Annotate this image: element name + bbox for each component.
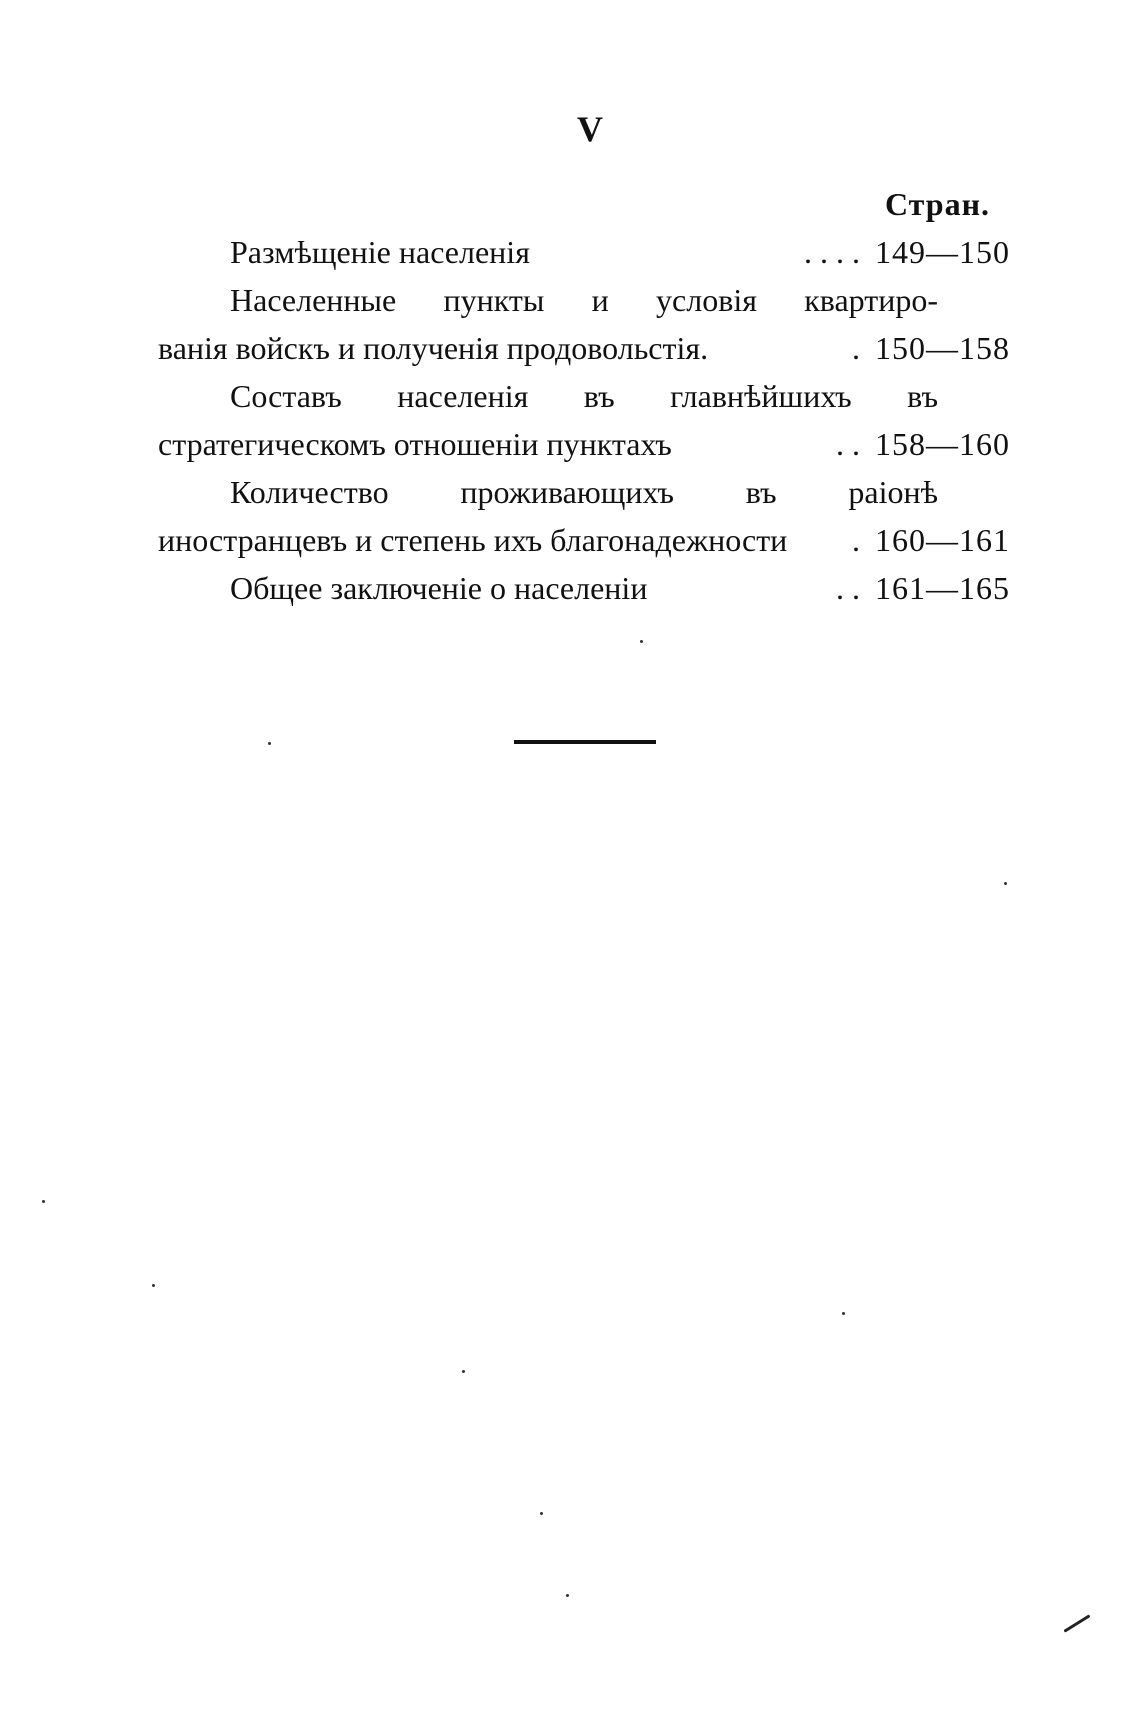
- scan-speck: [152, 1284, 155, 1287]
- toc-entry-title: Количество проживающихъ въ раіонѣ: [230, 474, 938, 510]
- page-range: 149—150: [875, 234, 1010, 270]
- scan-speck: [540, 1512, 543, 1515]
- dot-leader: . . . .: [804, 234, 860, 270]
- toc-entry-title-continued: ванія войскъ и полученія продовольстія.: [158, 330, 709, 366]
- toc-entry: [158, 276, 1010, 372]
- scan-speck: [640, 640, 643, 643]
- scan-speck: [566, 1594, 569, 1597]
- scan-speck: [1004, 882, 1007, 885]
- scan-speck: [268, 742, 271, 745]
- scan-speck: [42, 1200, 45, 1203]
- dot-leader: .: [852, 330, 860, 366]
- table-of-contents: [158, 228, 1010, 612]
- toc-line: [158, 228, 1010, 276]
- toc-line: [158, 516, 1010, 564]
- page-range: 161—165: [875, 570, 1010, 606]
- toc-line: [158, 372, 938, 420]
- page-range: 160—161: [875, 522, 1010, 558]
- toc-entry-title-continued: стратегическомъ отношеніи пунктахъ: [158, 426, 672, 462]
- toc-entry-title: Размѣщеніе населенія: [230, 234, 530, 270]
- toc-entry-title-continued: иностранцевъ и степень ихъ благонадежности: [158, 522, 788, 558]
- toc-entry-title: Общее заключеніе о населеніи: [230, 570, 648, 606]
- toc-entry-title: Населенные пункты и условія квартиро-: [230, 282, 938, 318]
- page-number: V: [577, 109, 603, 149]
- toc-line: [158, 420, 1010, 468]
- dot-leader: . .: [836, 426, 860, 462]
- scan-speck: [462, 1370, 465, 1373]
- toc-entry: [158, 372, 1010, 468]
- page-range: 150—158: [875, 330, 1010, 366]
- scan-speck: [842, 1312, 845, 1315]
- pen-mark: [1063, 1614, 1090, 1632]
- toc-line: [158, 564, 1010, 612]
- toc-line: [158, 468, 938, 516]
- toc-entry: [158, 564, 1010, 612]
- pages-column-header: Стран.: [884, 186, 990, 222]
- toc-entry: [158, 468, 1010, 564]
- page-range: 158—160: [875, 426, 1010, 462]
- dot-leader: . .: [836, 570, 860, 606]
- toc-line: [158, 324, 1010, 372]
- toc-line: [158, 276, 938, 324]
- section-divider-rule: [514, 740, 656, 744]
- toc-entry-title: Составъ населенія въ главнѣйшихъ въ: [230, 378, 938, 414]
- dot-leader: .: [852, 522, 860, 558]
- toc-entry: [158, 228, 1010, 276]
